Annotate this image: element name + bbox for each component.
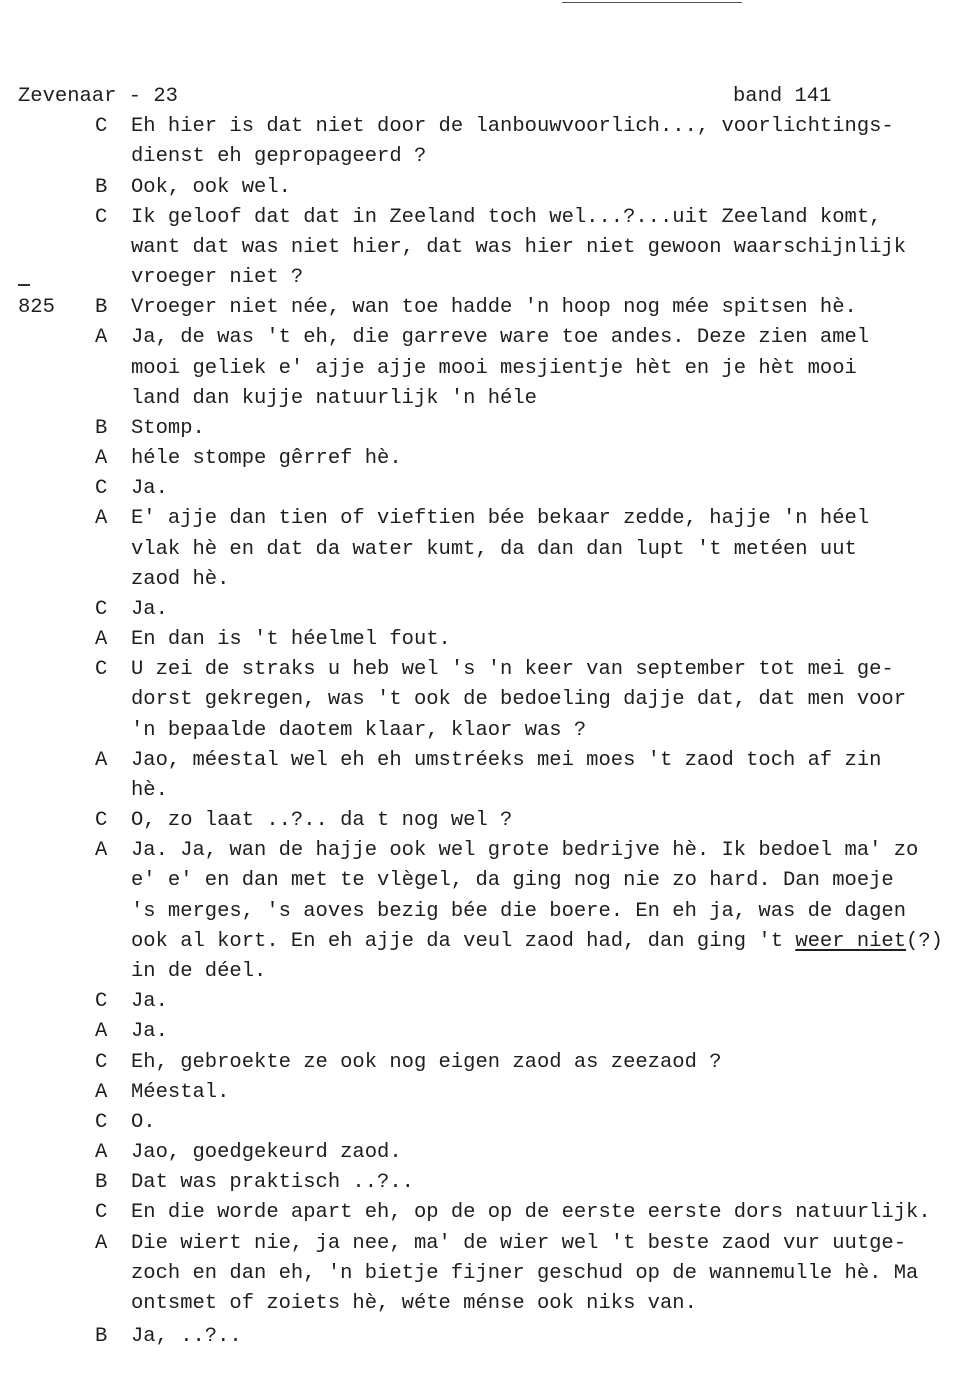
transcript (0, 112, 966, 1352)
utterance-text: héle stompe gêrref hè. (131, 447, 402, 471)
utterance-text: O. (131, 1110, 156, 1134)
utterance-text: in de déel. (131, 959, 267, 983)
utterance-text: Ja. Ja, wan de hajje ook wel grote bedrijve hè. Ik bedoel ma' zo (131, 839, 919, 863)
transcript-line (0, 293, 966, 323)
transcript-line (0, 776, 966, 806)
header-tape-label: band 141 (733, 85, 832, 108)
transcript-line (0, 957, 966, 987)
speaker-label: C (95, 115, 108, 139)
transcript-line (0, 444, 966, 474)
top-rule (562, 2, 742, 3)
transcript-line (0, 1259, 966, 1289)
utterance-text: Jao, goedgekeurd zaod. (131, 1141, 402, 1165)
underlined-text: weer niet (795, 929, 907, 953)
header-location: Zevenaar - 23 (18, 85, 178, 108)
transcript-line (0, 233, 966, 263)
utterance-text: vlak hè en dat da water kumt, da dan dan lupt 't metéen uut (131, 537, 857, 561)
utterance-text: Dat was praktisch ..?.. (131, 1171, 414, 1195)
utterance-text: want dat was niet hier, dat was hier niet gewoon waarschijnlijk (131, 235, 907, 259)
utterance-text: zaod hè. (131, 567, 230, 591)
speaker-label: A (95, 447, 108, 471)
transcript-line (0, 203, 966, 233)
utterance-text: zoch en dan eh, 'n bietje fijner geschud op de wannemulle hè. Ma (131, 1261, 919, 1285)
utterance-text: Vroeger niet née, wan toe hadde 'n hoop nog mée spitsen hè. (131, 296, 857, 320)
speaker-label: C (95, 1050, 108, 1074)
speaker-label: C (95, 809, 108, 833)
utterance-text: Ja. (131, 1020, 168, 1044)
speaker-label: C (95, 658, 108, 682)
transcript-line (0, 173, 966, 203)
transcript-line (0, 1138, 966, 1168)
transcript-line (0, 685, 966, 715)
transcript-line (0, 655, 966, 685)
transcript-line (0, 595, 966, 625)
transcript-line (0, 1017, 966, 1047)
speaker-label: C (95, 1110, 108, 1134)
transcript-line (0, 142, 966, 172)
utterance-text: En dan is 't héelmel fout. (131, 628, 451, 652)
speaker-label: B (95, 1325, 108, 1349)
transcript-line (0, 354, 966, 384)
speaker-label: C (95, 1201, 108, 1225)
transcript-line (0, 504, 966, 534)
speaker-label: C (95, 990, 108, 1014)
speaker-label: A (95, 1141, 108, 1165)
speaker-label: C (95, 477, 108, 501)
utterance-text: Ja. (131, 477, 168, 501)
utterance-text: dienst eh gepropageerd ? (131, 145, 427, 169)
utterance-text: ontsmet of zoiets hè, wéte ménse ook niks van. (131, 1291, 697, 1315)
speaker-label: A (95, 839, 108, 863)
transcript-line (0, 1048, 966, 1078)
page-header (0, 82, 966, 112)
transcript-line (0, 384, 966, 414)
utterance-text: e' e' en dan met te vlègel, da ging nog nie zo hard. Dan moeje (131, 869, 894, 893)
utterance-text: Ook, ook wel. (131, 175, 291, 199)
speaker-label: B (95, 296, 108, 320)
utterance-text: Ik geloof dat dat in Zeeland toch wel...?...uit Zeeland komt, (131, 205, 882, 229)
transcript-line (0, 535, 966, 565)
speaker-label: A (95, 1020, 108, 1044)
speaker-label: A (95, 326, 108, 350)
text-segment: ook al kort. En eh ajje da veul zaod had, dan ging 't (131, 929, 796, 953)
utterance-text: mooi geliek e' ajje ajje mooi mesjientje hèt en je hèt mooi (131, 356, 857, 380)
utterance-text: En die worde apart eh, op de op de eerste eerste dors natuurlijk. (131, 1201, 931, 1225)
transcript-line (0, 1108, 966, 1138)
utterance-text: O, zo laat ..?.. da t nog wel ? (131, 809, 513, 833)
transcript-line (0, 263, 966, 293)
transcript-line (0, 1289, 966, 1319)
transcript-line (0, 565, 966, 595)
utterance-text: Eh, gebroekte ze ook nog eigen zaod as zeezaod ? (131, 1050, 722, 1074)
transcript-line (0, 806, 966, 836)
transcript-line (0, 1229, 966, 1259)
transcript-line (0, 987, 966, 1017)
transcript-line (0, 897, 966, 927)
page-body (0, 82, 966, 1352)
speaker-label: A (95, 628, 108, 652)
transcript-line (0, 474, 966, 504)
speaker-label: B (95, 416, 108, 440)
transcript-line (0, 1198, 966, 1228)
utterance-text: hè. (131, 778, 168, 802)
speaker-label: B (95, 1171, 108, 1195)
utterance-text: Eh hier is dat niet door de lanbouwvoorlich..., voorlichtings- (131, 115, 894, 139)
utterance-text: Stomp. (131, 416, 205, 440)
transcript-line (0, 866, 966, 896)
transcript-line (0, 1168, 966, 1198)
transcript-line (0, 927, 966, 957)
utterance-text: Ja. (131, 597, 168, 621)
transcript-line (0, 1322, 966, 1352)
transcript-line (0, 414, 966, 444)
utterance-text: Die wiert nie, ja nee, ma' de wier wel 't beste zaod vur uutge- (131, 1231, 907, 1255)
margin-line-number: 825 (18, 296, 55, 320)
utterance-text (131, 927, 943, 957)
text-segment: (?) (906, 929, 943, 953)
utterance-text: Méestal. (131, 1080, 230, 1104)
utterance-text: Jao, méestal wel eh eh umstréeks mei moes 't zaod toch af zin (131, 748, 882, 772)
transcript-line (0, 625, 966, 655)
utterance-text: 's merges, 's aoves bezig bée die boere. En eh ja, was de dagen (131, 899, 907, 923)
utterance-text: dorst gekregen, was 't ook de bedoeling dajje dat, dat men voor (131, 688, 907, 712)
transcript-line (0, 716, 966, 746)
speaker-label: C (95, 205, 108, 229)
transcript-line (0, 1078, 966, 1108)
utterance-text: Ja, de was 't eh, die garreve ware toe andes. Deze zien amel (131, 326, 870, 350)
transcript-line (0, 112, 966, 142)
speaker-label: C (95, 597, 108, 621)
speaker-label: B (95, 175, 108, 199)
transcript-line (0, 746, 966, 776)
utterance-text: Ja. (131, 990, 168, 1014)
utterance-text: vroeger niet ? (131, 266, 304, 290)
utterance-text: Ja, ..?.. (131, 1325, 242, 1349)
transcript-line (0, 836, 966, 866)
speaker-label: A (95, 748, 108, 772)
speaker-label: A (95, 507, 108, 531)
speaker-label: A (95, 1231, 108, 1255)
transcript-line (0, 323, 966, 353)
utterance-text: E' ajje dan tien of vieftien bée bekaar zedde, hajje 'n héel (131, 507, 870, 531)
utterance-text: U zei de straks u heb wel 's 'n keer van september tot mei ge- (131, 658, 894, 682)
speaker-label: A (95, 1080, 108, 1104)
utterance-text: land dan kujje natuurlijk 'n héle (131, 386, 537, 410)
utterance-text: 'n bepaalde daotem klaar, klaor was ? (131, 718, 587, 742)
